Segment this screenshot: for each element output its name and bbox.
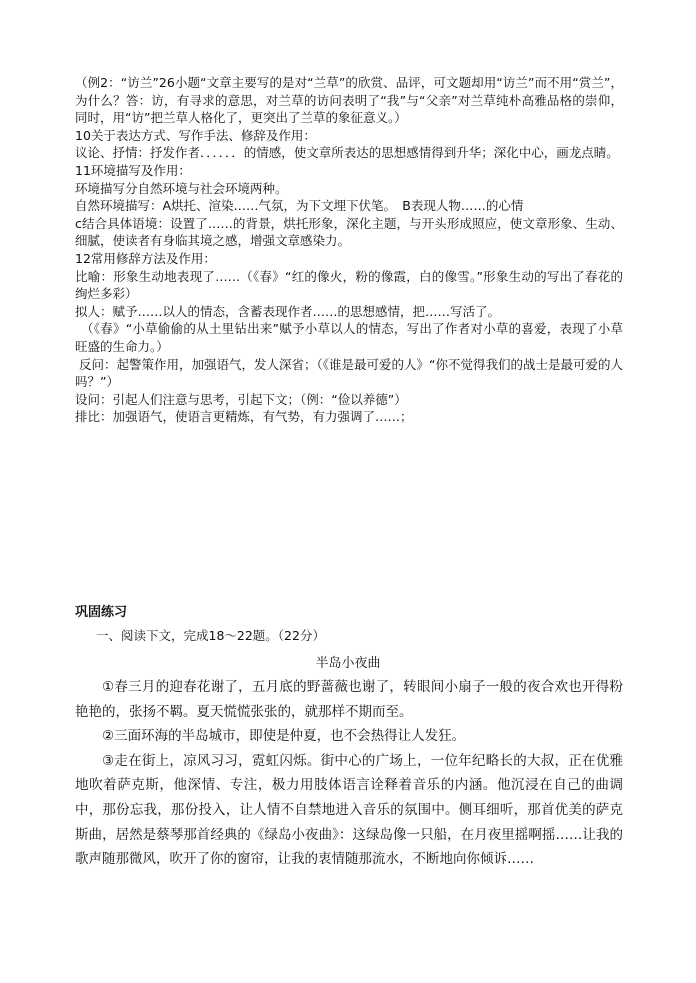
- note-line: c结合具体语境：设置了……的背景，烘托形象，深化主题，与开头形成照应，使文章形象、生动、细腻，使读者有身临其境之感，增强文章感染力。: [75, 215, 623, 249]
- note-line: 自然环境描写：A烘托、渲染……气氛，为下文埋下伏笔。 B表现人物……的心情: [75, 198, 524, 214]
- note-line: 排比：加强语气，使语言更精炼，有气势，有力强调了……；: [75, 409, 413, 425]
- note-line: 设问：引起人们注意与思考，引起下文；（例：“俭以养德”）: [75, 391, 407, 407]
- study-notes: [75, 74, 623, 426]
- note-heading-10: 10关于表达方式、写作手法、修辞及作用：: [75, 127, 316, 143]
- note-line: （《春》“小草偷偷的从土里钻出来”赋予小草以人的情态，写出了作者对小草的喜爱，表现了小草旺盛的生命力。）: [75, 321, 623, 354]
- section-title: 巩固练习: [75, 605, 128, 620]
- story-paragraph: ②三面环海的半岛城市，即使是仲夏，也不会热得让人发狂。: [102, 728, 466, 745]
- story-body: [75, 675, 623, 872]
- question-instruction: 一、阅读下文，完成18～22题。（22分）: [96, 628, 325, 643]
- note-line: 比喻：形象生动地表现了……（《春》“红的像火，粉的像霞，白的像雪。”形象生动的写出了春花的绚烂多彩）: [75, 268, 623, 302]
- note-line: 议论、抒情：抒发作者．．．．．．的情感，使文章所表达的思想感情得到升华；深化中心，画龙点睛。: [75, 145, 619, 161]
- note-line: 拟人：赋予……以人的情态，含蓄表现作者……的思想感情，把……写活了。: [75, 303, 501, 319]
- note-line: 环境描写分自然环境与社会环境两种。: [75, 180, 288, 196]
- note-heading-11: 11环境描写及作用：: [75, 162, 191, 178]
- note-line: 反问：起警策作用，加强语气，发人深省；（《谁是最可爱的人》“你不觉得我们的战士是最可爱的人吗？”）: [75, 356, 623, 390]
- story-title: 半岛小夜曲: [315, 656, 381, 671]
- note-heading-12: 12常用修辞方法及作用：: [75, 250, 216, 266]
- story-paragraph: ③走在街上，凉风习习，霓虹闪烁。街中心的广场上，一位年纪略长的大叔，正在优雅地吹着萨克斯，他深情、专注，极力用肢体语言诠释着音乐的内涵。他沉浸在自己的曲调中，那份忘我，那份投入，让人情不自禁地进入音乐的氛围中。侧耳细听，那首优美的萨克斯曲，居然是蔡琴那首经典的《绿岛小夜曲》：这绿岛像一只船，在月夜里摇啊摇……让我的歌声随那微风，吹开了你的窗帘，让我的衷情随那流水，不断地向你倾诉……: [75, 752, 623, 868]
- note-example-line: （例2：“访兰”26小题“文章主要写的是对“兰草”的欣赏、品评，可文题却用“访兰”而不用“赏兰”，为什么？答：访，有寻求的意思，对兰草的访问表明了“我”与“父亲”对兰草纯朴高雅品格的崇仰，同时，用“访”把兰草人格化了，更突出了兰草的象征意义。）: [75, 75, 623, 126]
- story-paragraph: ①春三月的迎春花谢了，五月底的野蔷薇也谢了，转眼间小扇子一般的夜合欢也开得粉艳艳的，张扬不羁。夏天慌慌张张的，就那样不期而至。: [75, 679, 623, 720]
